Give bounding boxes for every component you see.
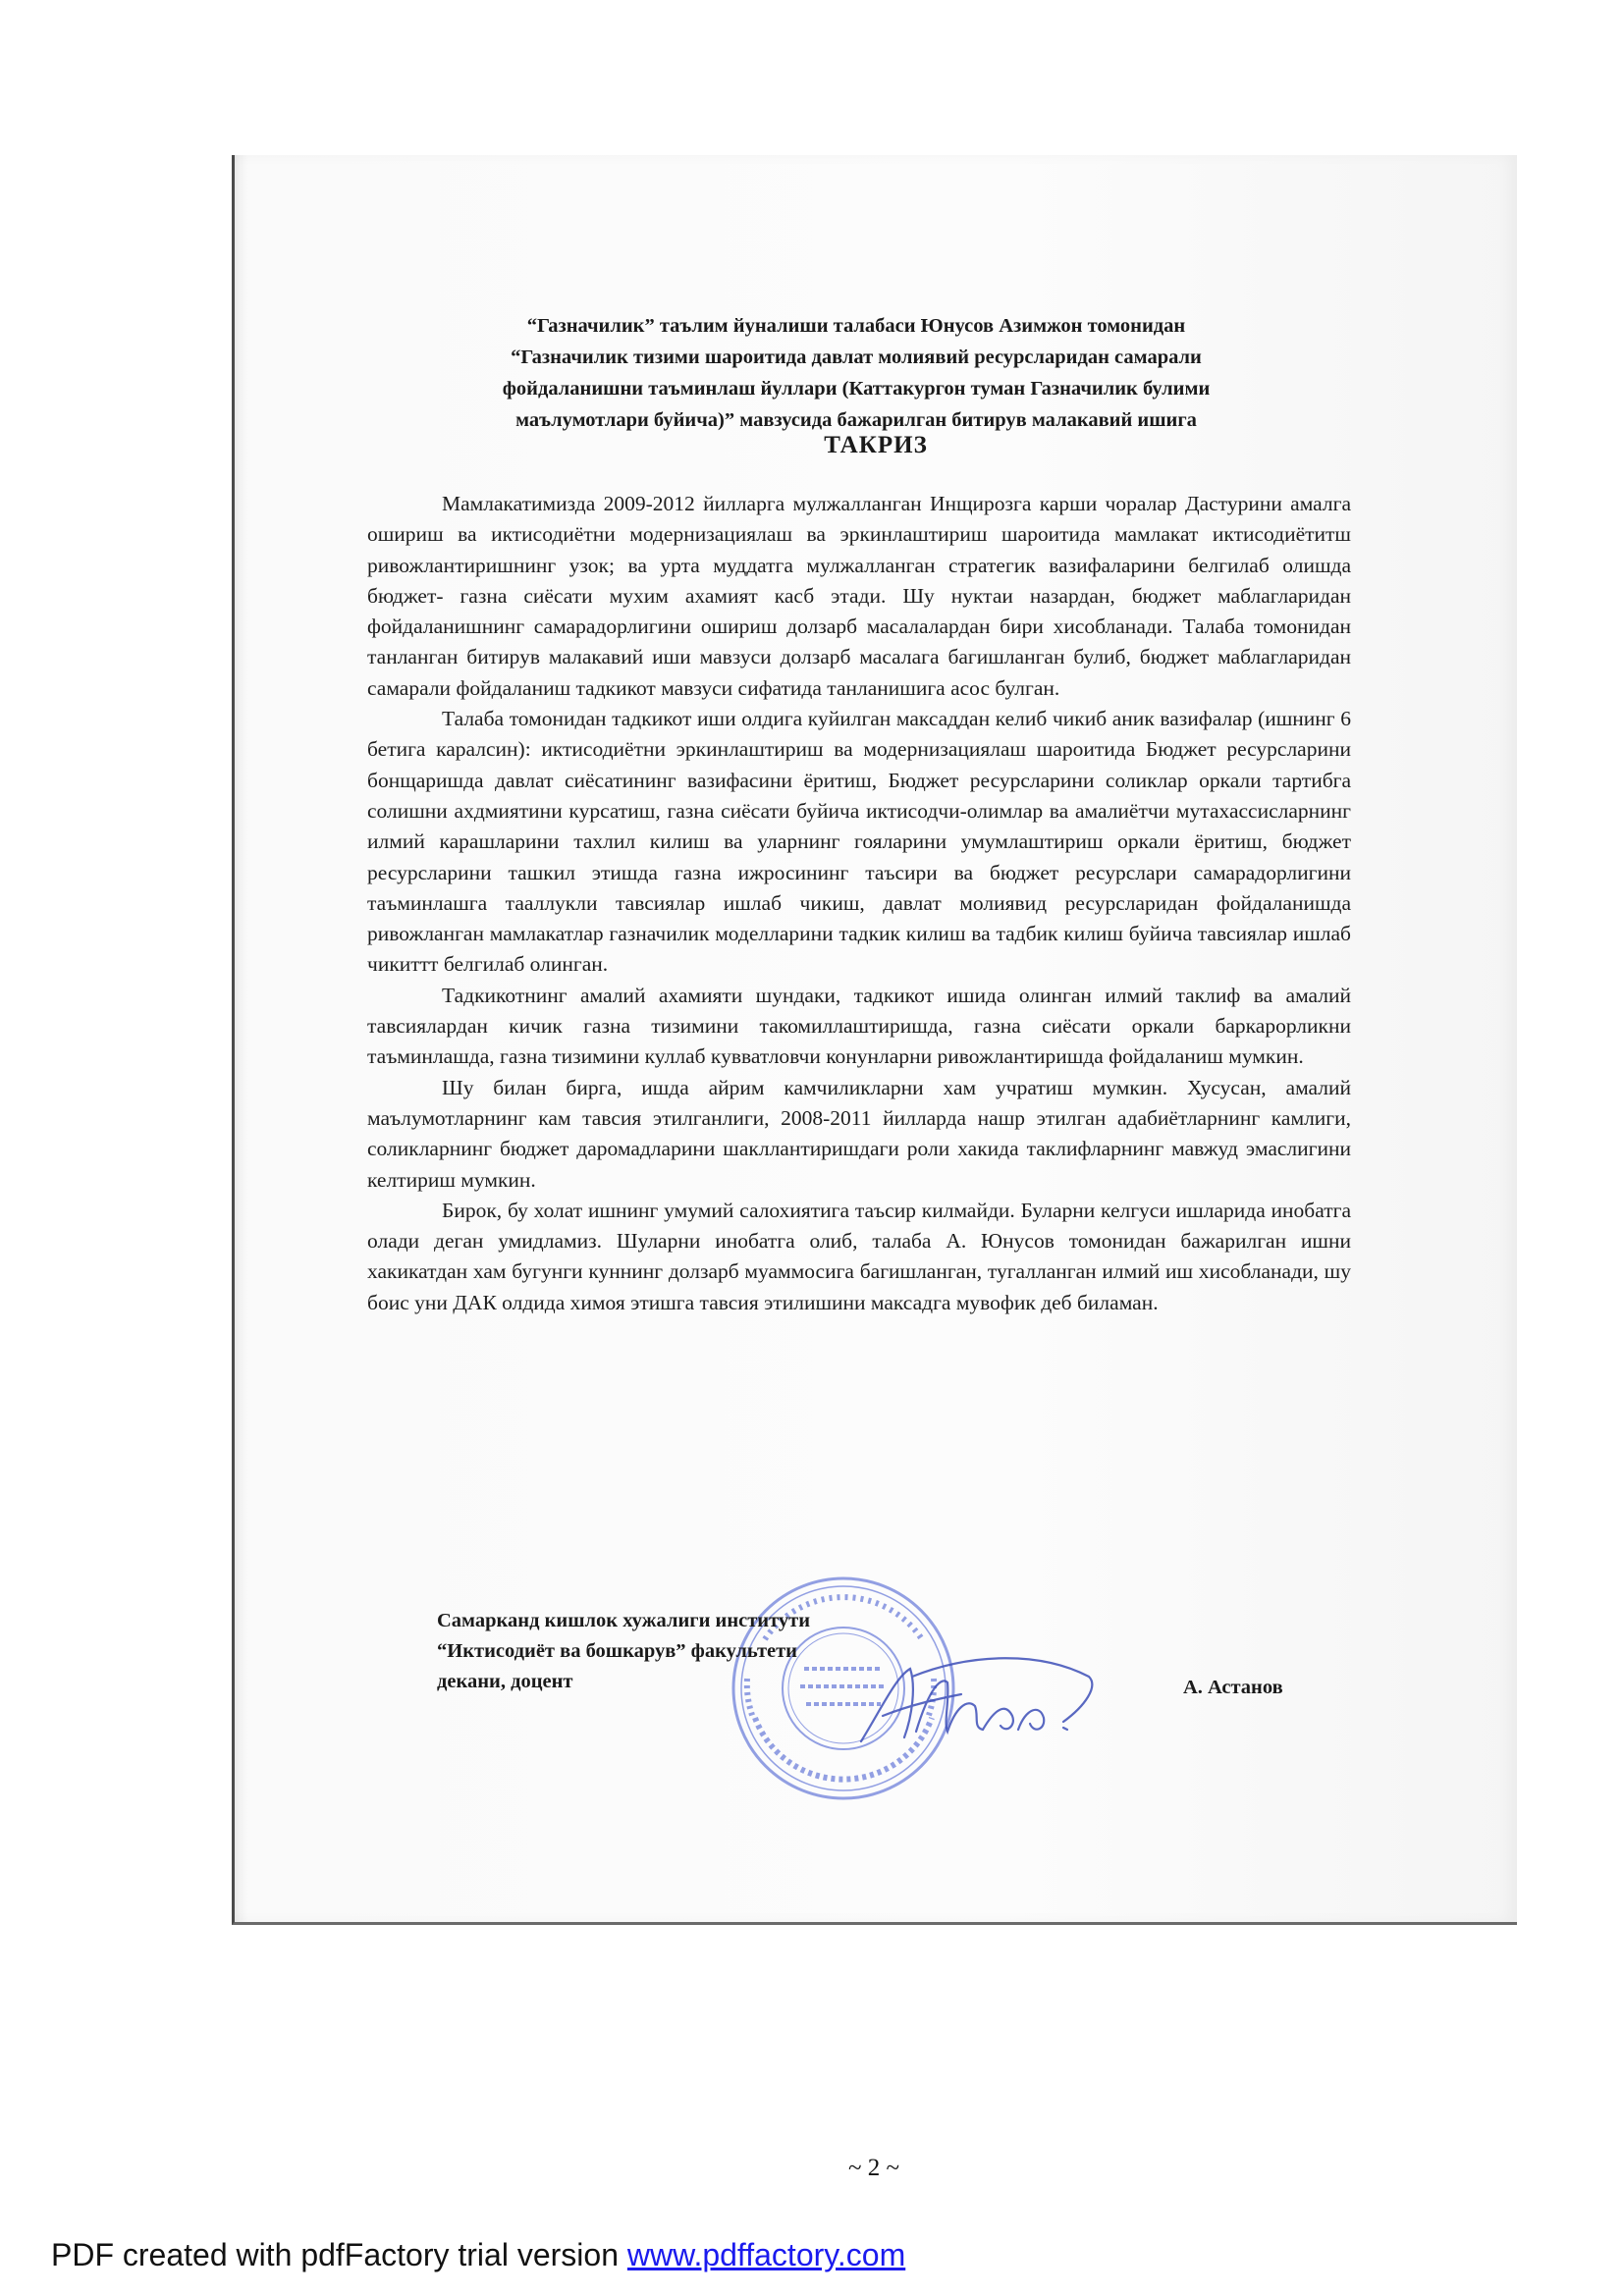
pdf-footer xyxy=(51,2237,905,2273)
signer-position: декани, доцент xyxy=(437,1671,573,1692)
body-paragraph: Тадкикотнинг амалий ахамияти шундаки, тадкикот ишида олинган илмий таклиф ва амалий тавсиялардан кичик газна тизимини такомиллаштиришда, газна сиёсати оркали баркарорликни таъминлашда, газна тизимини куллаб кувватловчи конунларни ривожлантиришда фойдаланиш мумкин. xyxy=(367,983,1351,1069)
signer-faculty: “Иктисодиёт ва бошкарув” факультети xyxy=(437,1640,797,1662)
body-paragraph: Бирок, бу холат ишнинг умумий салохиятига таъсир килмайди. Буларни келгуси ишларида инобатга олади деган умидламиз. Шуларни инобатга олиб, талаба А. Юнусов томонидан бажарилган ишни хакикатдан хам бугунги куннинг долзарб муаммосига багишланган, тугалланган илмий иш хисобланади, шу боис уни ДАК олдида химоя этишга тавсия этилишини максадга мувофик деб биламан. xyxy=(367,1198,1351,1314)
heading-line: “Газначилик тизими шароитида давлат молиявий ресурсларидан самарали xyxy=(511,347,1202,368)
scanned-page xyxy=(232,155,1517,1925)
body-paragraph: Мамлакатимизда 2009-2012 йилларга мулжалланган Инщирозга карши чоралар Дастурини амалга ошириш ва иктисодиётни модернизациялаш ва эркинлаштириш шароитида мамлакат иктисодиётитш ривожлантиришнинг узок; ва урта муддатга мулжалланган стратегик вазифаларини белгилаб олишда бюджет- газна сиёсати мухим ахамият касб этади. Шу нуктаи назардан, бюджет маблагларидан фойдаланишнинг самарадорлигини ошириш долзарб масалалардан бири хисобланади. Талаба томонидан танланган битирув малакавий иши мавзуси долзарб масалага багишланган булиб, бюджет маблагларидан самарали фойдаланиш тадкикот мавзуси сифатида танланишига асос булган. xyxy=(367,492,1351,700)
heading-line: фойдаланишни таъминлаш йуллари (Каттакургон туман Газначилик булими xyxy=(502,378,1211,400)
document-title: ТАКРИЗ xyxy=(824,432,928,458)
signer-name: А. Астанов xyxy=(1183,1677,1283,1698)
footer-text: PDF created with pdfFactory trial version xyxy=(51,2237,627,2272)
pdffactory-link[interactable]: www.pdffactory.com xyxy=(626,2237,906,2272)
heading-line: “Газначилик” таълим йуналиши талабаси Юнусов Азимжон томонидан xyxy=(526,315,1186,337)
heading-line: маълумотлари буйича)” мавзусида бажарилган битирув малакавий ишига xyxy=(515,409,1197,431)
body-paragraph: Шу билан бирга, ишда айрим камчиликларни хам учратиш мумкин. Хусусан, амалий маълумотларнинг кам тавсия этилганлиги, 2008-2011 йилларда нашр этилган адабиётларнинг камлиги, соликларнинг бюджет даромадларини шакллантиришдаги роли хакида таклифларнинг мавжуд эмаслигини келтириш мумкин. xyxy=(367,1075,1351,1192)
document-body xyxy=(367,489,1351,1318)
body-paragraph: Талаба томонидан тадкикот иши олдига куйилган максаддан келиб чикиб аник вазифалар (ишнинг 6 бетига каралсин): иктисодиётни эркинлаштириш ва модернизациялаш шароитида Бюджет ресурсларини бонщаришда давлат сиёсатининг вазифасини ёритиш, Бюджет ресурсларини соликлар оркали тартибга солишни ахдмиятини курсатиш, газна сиёсати буйича иктисодчи-олимлар ва амалиётчи мутахассисларнинг илмий карашларини тахлил килиш ва уларнинг гояларини умумлаштириш оркали ёритиш, бюджет ресурсларини ташкил этишда газна ижросининг таъсири ва бюджет ресурслари самарадорлигини таъминлашга тааллукли тавсиялар ишлаб чикиш, давлат молиявид ресурсларидан фойдаланишда ривожланган мамлакатлар газначилик моделларини тадкик килиш ва тадбик килиш буйича тавсиялар ишлаб чикиттт белгилаб олинган. xyxy=(367,707,1351,977)
signature-block xyxy=(437,1606,967,1697)
document-heading xyxy=(345,310,1368,436)
page-number: ~ 2 ~ xyxy=(847,2155,900,2181)
signer-institution: Самарканд кишлок хужалиги институти xyxy=(437,1610,811,1631)
